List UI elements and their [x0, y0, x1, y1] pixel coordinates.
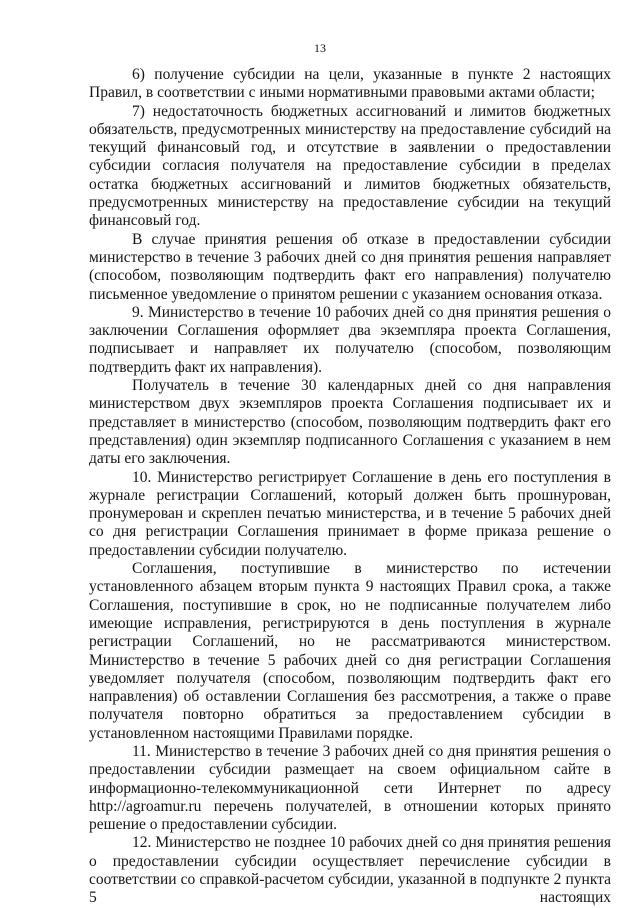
- paragraph-refusal-notice: В случае принятия решения об отказе в предоставлении субсидии министерство в течение 3 рабочих дней со дня принятия решения направляет (способом, позволяющим подтвердить факт его направления) получателю письменное уведомление о принятом решении с указанием основания отказа.: [89, 230, 611, 303]
- document-body: [89, 66, 611, 908]
- page-number: 13: [314, 41, 326, 55]
- paragraph-10-agreement-registration: 10. Министерство регистрирует Соглашение в день его поступления в журнале регистрации Соглашений, который должен быть прошнурован, пронумерован и скреплен печатью министерства, и в течение 5 рабочих дней со дня регистрации Соглашения принимает в форме приказа решение о предоставлении субсидии получателю.: [89, 468, 611, 559]
- paragraph-item-7: 7) недостаточность бюджетных ассигнований и лимитов бюджетных обязательств, предусмотренных министерству на предоставление субсидий на текущий финансовый год, и отсутствие в заявлении о предоставлении субсидии согласия получателя на предоставление субсидии в пределах остатка бюджетных ассигнований и лимитов бюджетных обязательств, предусмотренных министерству на предоставление субсидии на текущий финансовый год.: [89, 102, 611, 230]
- paragraph-item-6: 6) получение субсидии на цели, указанные в пункте 2 настоящих Правил, в соответствии с иными нормативными правовыми актами области;: [89, 66, 611, 102]
- paragraph-late-agreements: Соглашения, поступившие в министерство по истечении установленного абзацем вторым пункта 9 настоящих Правил срока, а также Соглашения, поступившие в срок, но не подписанные получателем либо имеющие исправления, регистрируются в день поступления в журнале регистрации Соглашений, но не рассматриваются министерством. Министерство в течение 5 рабочих дней со дня регистрации Соглашения уведомляет получателя (способом, позволяющим подтвердить факт его направления) об оставлении Соглашения без рассмотрения, а также о праве получателя повторно обратиться за предоставлением субсидии в установленном настоящими Правилами порядке.: [89, 560, 611, 742]
- paragraph-12-transfer: 12. Министерство не позднее 10 рабочих дней со дня принятия решения о предоставлении субсидии осуществляет перечисление субсидии в соответствии со справкой-расчетом субсидии, указанной в подпункте 2 пункта 5 настоящих: [89, 834, 611, 907]
- paragraph-11-publication: 11. Министерство в течение 3 рабочих дней со дня принятия решения о предоставлении субсидии размещает на своем официальном сайте в информационно-телекоммуникационной сети Интернет по адресу http://agroamur.ru перечень получателей, в отношении которых принято решение о предоставлении субсидии.: [89, 742, 611, 834]
- paragraph-9-agreement-preparation: 9. Министерство в течение 10 рабочих дней со дня принятия решения о заключении Соглашения оформляет два экземпляра проекта Соглашения, подписывает и направляет их получателю (способом, позволяющим подтвердить факт их направления).: [89, 303, 611, 376]
- paragraph-recipient-signing: Получатель в течение 30 календарных дней со дня направления министерством двух экземпляров проекта Соглашения подписывает их и представляет в министерство (способом, позволяющим подтвердить факт его представления) один экземпляр подписанного Соглашения с указанием в нем даты его заключения.: [89, 377, 611, 468]
